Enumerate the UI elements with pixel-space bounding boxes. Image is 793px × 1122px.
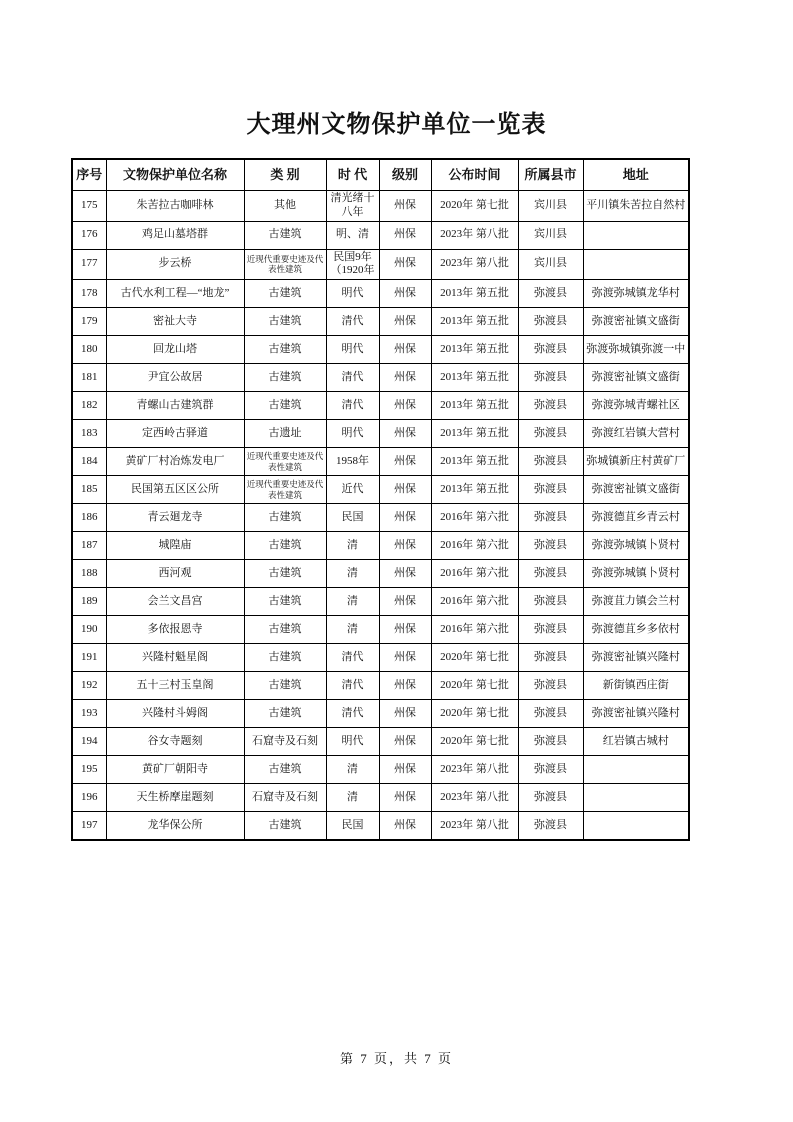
table-row: [72, 728, 689, 756]
cell-address: [583, 784, 689, 812]
cell-name: 城隍庙: [106, 532, 244, 560]
cell-category: 古建筑: [244, 588, 326, 616]
cell-level: 州保: [379, 476, 431, 504]
cell-name: 尹宜公故居: [106, 364, 244, 392]
table-row: [72, 308, 689, 336]
table-row: [72, 588, 689, 616]
cell-publish-date: 2013年 第五批: [431, 392, 518, 420]
cell-category: 近现代重要史迹及代表性建筑: [244, 476, 326, 504]
cell-seq: 189: [72, 588, 106, 616]
cell-name: 谷女寺题刻: [106, 728, 244, 756]
cell-level: 州保: [379, 756, 431, 784]
cell-category: 古建筑: [244, 644, 326, 672]
cell-address: 弥渡弥城青螺社区: [583, 392, 689, 420]
table-row: [72, 476, 689, 504]
cell-category: 古建筑: [244, 560, 326, 588]
cell-county: 弥渡县: [518, 616, 583, 644]
cell-address: [583, 221, 689, 249]
cell-county: 宾川县: [518, 249, 583, 280]
cell-era: 清: [326, 532, 379, 560]
cell-seq: 180: [72, 336, 106, 364]
cell-level: 州保: [379, 700, 431, 728]
cell-era: 民国9年（1920年: [326, 249, 379, 280]
cell-level: 州保: [379, 812, 431, 841]
cell-era: 1958年: [326, 448, 379, 476]
col-header-5: 公布时间: [431, 159, 518, 191]
cell-county: 弥渡县: [518, 364, 583, 392]
cell-county: 弥渡县: [518, 588, 583, 616]
table-row: [72, 420, 689, 448]
cell-county: 弥渡县: [518, 672, 583, 700]
cell-era: 清: [326, 616, 379, 644]
cell-level: 州保: [379, 448, 431, 476]
cell-category: 近现代重要史迹及代表性建筑: [244, 249, 326, 280]
cell-name: 定西岭古驿道: [106, 420, 244, 448]
table-row: [72, 756, 689, 784]
cell-level: 州保: [379, 728, 431, 756]
cell-publish-date: 2013年 第五批: [431, 308, 518, 336]
cell-county: 弥渡县: [518, 336, 583, 364]
cell-category: 古建筑: [244, 616, 326, 644]
cell-county: 弥渡县: [518, 420, 583, 448]
cell-era: 清代: [326, 644, 379, 672]
cell-address: 弥渡密祉镇兴隆村: [583, 644, 689, 672]
cell-seq: 183: [72, 420, 106, 448]
col-header-2: 类 别: [244, 159, 326, 191]
cell-publish-date: 2023年 第八批: [431, 756, 518, 784]
table-row: [72, 560, 689, 588]
cell-county: 宾川县: [518, 221, 583, 249]
cell-level: 州保: [379, 392, 431, 420]
cell-level: 州保: [379, 221, 431, 249]
cell-level: 州保: [379, 336, 431, 364]
table-row: [72, 392, 689, 420]
cell-name: 黄矿厂朝阳寺: [106, 756, 244, 784]
cell-level: 州保: [379, 308, 431, 336]
table-row: [72, 280, 689, 308]
cell-publish-date: 2016年 第六批: [431, 504, 518, 532]
table-row: [72, 221, 689, 249]
cell-seq: 196: [72, 784, 106, 812]
cell-era: 清光绪十八年: [326, 191, 379, 222]
cell-name: 古代水利工程—“地龙”: [106, 280, 244, 308]
cell-publish-date: 2023年 第八批: [431, 249, 518, 280]
cell-era: 明、清: [326, 221, 379, 249]
cell-name: 青云廻龙寺: [106, 504, 244, 532]
cell-seq: 179: [72, 308, 106, 336]
cell-era: 清代: [326, 364, 379, 392]
table-row: [72, 672, 689, 700]
cell-publish-date: 2013年 第五批: [431, 448, 518, 476]
cell-county: 弥渡县: [518, 756, 583, 784]
cell-name: 兴隆村斗姆阁: [106, 700, 244, 728]
cell-era: 清代: [326, 308, 379, 336]
cell-era: 民国: [326, 812, 379, 841]
cell-seq: 190: [72, 616, 106, 644]
cell-publish-date: 2013年 第五批: [431, 476, 518, 504]
cell-era: 清: [326, 560, 379, 588]
cell-seq: 195: [72, 756, 106, 784]
cell-seq: 193: [72, 700, 106, 728]
cell-name: 西河观: [106, 560, 244, 588]
cell-category: 古建筑: [244, 700, 326, 728]
cell-county: 弥渡县: [518, 728, 583, 756]
cell-publish-date: 2016年 第六批: [431, 588, 518, 616]
cell-name: 龙华保公所: [106, 812, 244, 841]
cell-era: 清代: [326, 672, 379, 700]
table-row: [72, 700, 689, 728]
cell-era: 清: [326, 588, 379, 616]
table-row: [72, 504, 689, 532]
cell-level: 州保: [379, 364, 431, 392]
cell-era: 清代: [326, 700, 379, 728]
col-header-4: 级别: [379, 159, 431, 191]
col-header-7: 地址: [583, 159, 689, 191]
relics-table: [71, 158, 690, 841]
cell-county: 弥渡县: [518, 784, 583, 812]
cell-era: 近代: [326, 476, 379, 504]
cell-level: 州保: [379, 420, 431, 448]
cell-address: 弥渡德苴乡多依村: [583, 616, 689, 644]
cell-publish-date: 2016年 第六批: [431, 616, 518, 644]
cell-address: 弥渡红岩镇大营村: [583, 420, 689, 448]
cell-category: 古建筑: [244, 221, 326, 249]
cell-address: 弥渡密祉镇文盛街: [583, 308, 689, 336]
cell-category: 古建筑: [244, 336, 326, 364]
cell-name: 多依报恩寺: [106, 616, 244, 644]
cell-seq: 177: [72, 249, 106, 280]
cell-category: 古建筑: [244, 756, 326, 784]
cell-publish-date: 2020年 第七批: [431, 644, 518, 672]
cell-address: 弥渡德苴乡青云村: [583, 504, 689, 532]
cell-era: 清: [326, 756, 379, 784]
cell-publish-date: 2023年 第八批: [431, 784, 518, 812]
cell-seq: 194: [72, 728, 106, 756]
cell-publish-date: 2013年 第五批: [431, 280, 518, 308]
cell-seq: 186: [72, 504, 106, 532]
page-title: 大理州文物保护单位一览表: [246, 112, 547, 138]
cell-seq: 191: [72, 644, 106, 672]
cell-name: 民国第五区区公所: [106, 476, 244, 504]
table-body: [72, 191, 689, 841]
cell-seq: 185: [72, 476, 106, 504]
cell-era: 明代: [326, 336, 379, 364]
cell-era: 清代: [326, 392, 379, 420]
cell-category: 古建筑: [244, 672, 326, 700]
page-number: 第 7 页，共 7 页: [339, 1051, 453, 1066]
cell-publish-date: 2020年 第七批: [431, 191, 518, 222]
col-header-6: 所属县市: [518, 159, 583, 191]
cell-category: 其他: [244, 191, 326, 222]
cell-address: 弥城镇新庄村黄矿厂: [583, 448, 689, 476]
cell-level: 州保: [379, 672, 431, 700]
cell-county: 弥渡县: [518, 476, 583, 504]
cell-name: 密祉大寺: [106, 308, 244, 336]
cell-address: 弥渡弥城镇龙华村: [583, 280, 689, 308]
cell-category: 石窟寺及石刻: [244, 728, 326, 756]
header-row: [72, 159, 689, 191]
cell-seq: 187: [72, 532, 106, 560]
cell-address: 弥渡密祉镇文盛街: [583, 364, 689, 392]
table-row: [72, 784, 689, 812]
cell-publish-date: 2023年 第八批: [431, 221, 518, 249]
cell-publish-date: 2016年 第六批: [431, 560, 518, 588]
cell-address: [583, 249, 689, 280]
table-row: [72, 249, 689, 280]
table-row: [72, 812, 689, 841]
cell-category: 古遗址: [244, 420, 326, 448]
cell-name: 会兰文昌宫: [106, 588, 244, 616]
cell-category: 古建筑: [244, 532, 326, 560]
cell-era: 明代: [326, 420, 379, 448]
cell-name: 朱苦拉古咖啡林: [106, 191, 244, 222]
table-row: [72, 532, 689, 560]
cell-publish-date: 2023年 第八批: [431, 812, 518, 841]
cell-era: 民国: [326, 504, 379, 532]
cell-level: 州保: [379, 191, 431, 222]
cell-address: 弥渡弥城镇卜贤村: [583, 532, 689, 560]
cell-publish-date: 2020年 第七批: [431, 672, 518, 700]
cell-level: 州保: [379, 560, 431, 588]
cell-publish-date: 2013年 第五批: [431, 364, 518, 392]
cell-era: 明代: [326, 280, 379, 308]
cell-publish-date: 2020年 第七批: [431, 728, 518, 756]
cell-publish-date: 2013年 第五批: [431, 336, 518, 364]
cell-seq: 176: [72, 221, 106, 249]
cell-county: 弥渡县: [518, 700, 583, 728]
cell-era: 明代: [326, 728, 379, 756]
cell-county: 弥渡县: [518, 308, 583, 336]
cell-seq: 181: [72, 364, 106, 392]
cell-county: 弥渡县: [518, 644, 583, 672]
cell-level: 州保: [379, 588, 431, 616]
cell-category: 近现代重要史迹及代表性建筑: [244, 448, 326, 476]
cell-county: 弥渡县: [518, 392, 583, 420]
cell-address: 平川镇朱苦拉自然村: [583, 191, 689, 222]
cell-address: 红岩镇古城村: [583, 728, 689, 756]
cell-publish-date: 2020年 第七批: [431, 700, 518, 728]
cell-county: 弥渡县: [518, 280, 583, 308]
cell-county: 弥渡县: [518, 504, 583, 532]
cell-county: 宾川县: [518, 191, 583, 222]
cell-address: [583, 812, 689, 841]
cell-name: 步云桥: [106, 249, 244, 280]
col-header-0: 序号: [72, 159, 106, 191]
col-header-1: 文物保护单位名称: [106, 159, 244, 191]
cell-publish-date: 2013年 第五批: [431, 420, 518, 448]
cell-category: 古建筑: [244, 504, 326, 532]
cell-seq: 175: [72, 191, 106, 222]
cell-seq: 188: [72, 560, 106, 588]
cell-address: 弥渡弥城镇弥渡一中: [583, 336, 689, 364]
cell-seq: 192: [72, 672, 106, 700]
cell-category: 古建筑: [244, 280, 326, 308]
cell-category: 古建筑: [244, 308, 326, 336]
cell-era: 清: [326, 784, 379, 812]
cell-name: 鸡足山墓塔群: [106, 221, 244, 249]
cell-name: 天生桥摩崖题刻: [106, 784, 244, 812]
cell-level: 州保: [379, 504, 431, 532]
cell-county: 弥渡县: [518, 560, 583, 588]
cell-category: 古建筑: [244, 812, 326, 841]
cell-county: 弥渡县: [518, 532, 583, 560]
table-row: [72, 191, 689, 222]
cell-level: 州保: [379, 249, 431, 280]
cell-name: 兴隆村魁星阁: [106, 644, 244, 672]
cell-seq: 182: [72, 392, 106, 420]
cell-level: 州保: [379, 644, 431, 672]
table-row: [72, 616, 689, 644]
cell-category: 古建筑: [244, 364, 326, 392]
col-header-3: 时 代: [326, 159, 379, 191]
cell-level: 州保: [379, 532, 431, 560]
cell-address: 新街镇西庄街: [583, 672, 689, 700]
cell-name: 回龙山塔: [106, 336, 244, 364]
cell-seq: 184: [72, 448, 106, 476]
cell-level: 州保: [379, 616, 431, 644]
cell-publish-date: 2016年 第六批: [431, 532, 518, 560]
cell-category: 石窟寺及石刻: [244, 784, 326, 812]
table-row: [72, 336, 689, 364]
cell-address: 弥渡苴力镇会兰村: [583, 588, 689, 616]
cell-level: 州保: [379, 280, 431, 308]
cell-address: 弥渡密祉镇文盛街: [583, 476, 689, 504]
cell-category: 古建筑: [244, 392, 326, 420]
cell-name: 黄矿厂村冶炼发电厂: [106, 448, 244, 476]
cell-name: 青螺山古建筑群: [106, 392, 244, 420]
cell-address: [583, 756, 689, 784]
cell-county: 弥渡县: [518, 448, 583, 476]
cell-address: 弥渡密祉镇兴隆村: [583, 700, 689, 728]
cell-seq: 197: [72, 812, 106, 841]
cell-address: 弥渡弥城镇卜贤村: [583, 560, 689, 588]
cell-level: 州保: [379, 784, 431, 812]
cell-county: 弥渡县: [518, 812, 583, 841]
table-row: [72, 644, 689, 672]
table-row: [72, 364, 689, 392]
cell-name: 五十三村玉皇阁: [106, 672, 244, 700]
cell-seq: 178: [72, 280, 106, 308]
table-row: [72, 448, 689, 476]
